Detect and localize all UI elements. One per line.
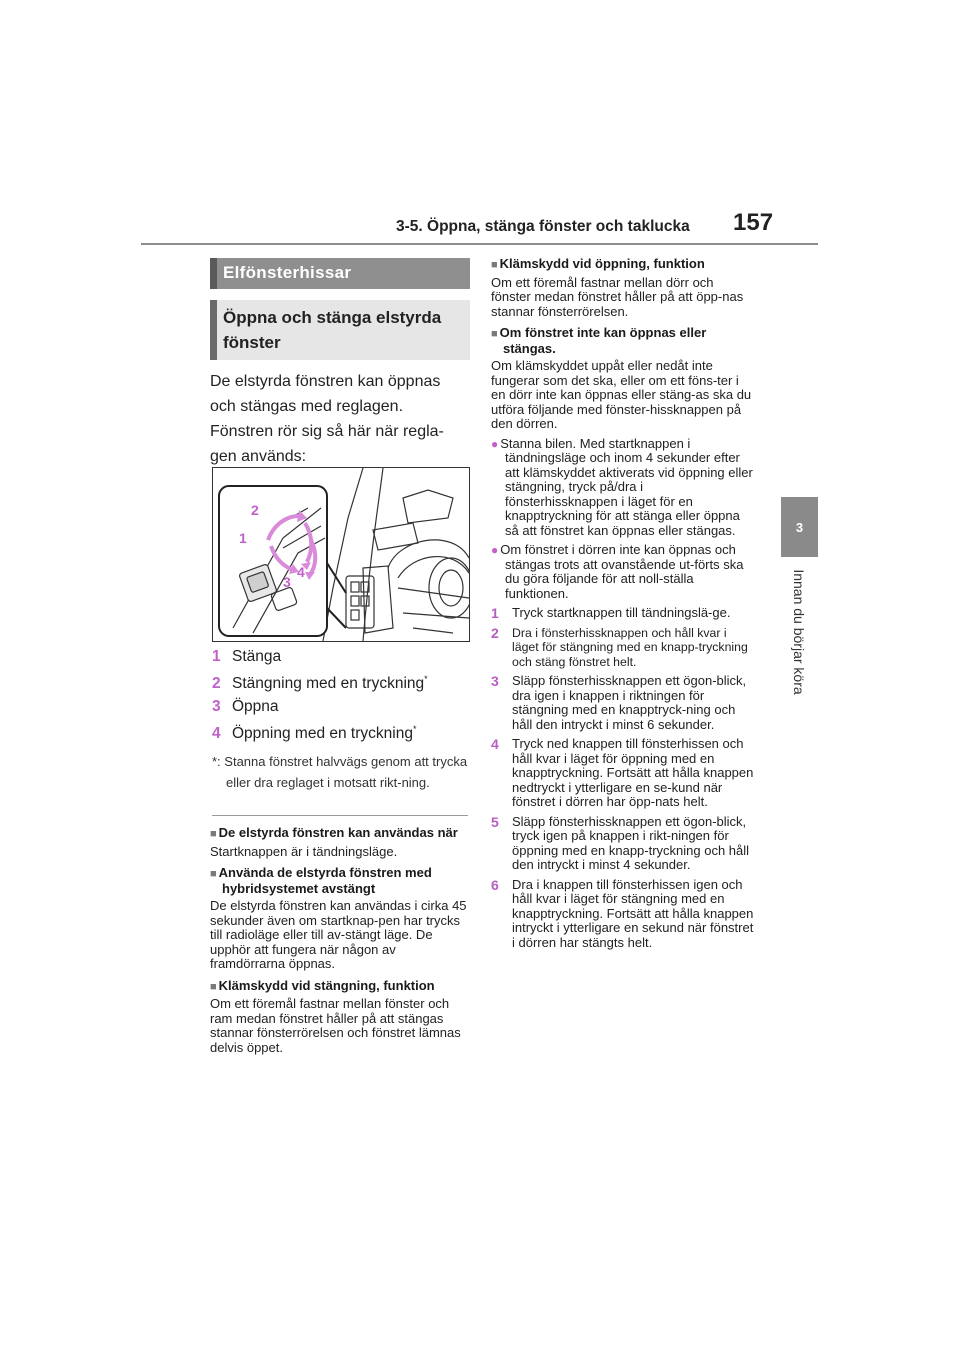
- legend-star: *: [412, 724, 417, 735]
- chapter-tab: [781, 497, 818, 557]
- step-number: 4: [491, 736, 499, 752]
- legend-text: Stänga: [232, 648, 282, 665]
- legend-num: 1: [212, 648, 221, 665]
- header-rule: [141, 243, 818, 245]
- figure-legend: [212, 645, 470, 793]
- title-bar-accent: [210, 258, 217, 289]
- legend-footnote: *: Stanna fönstret halvvägs genom att trycka eller dra reglaget i motsatt rikt-ning.: [212, 754, 468, 791]
- step-number: 6: [491, 876, 499, 893]
- chapter-title: Innan du börjar köra: [791, 569, 807, 695]
- legend-text: Öppna: [232, 698, 279, 716]
- legend-item: [212, 668, 470, 695]
- step-item: [491, 878, 755, 951]
- note-heading: ■ Om fönstret inte kan öppnas eller stängas.: [491, 326, 755, 356]
- section-heading: Elfönsterhissar: [223, 263, 352, 282]
- note-text: Om klämskyddet uppåt eller nedåt inte fungerar som det ska, eller om ett föns-ter i en dörr inte kan öppnas eller stäng-as ska du utföra följande med fönster-hissknappen på den dörren.: [491, 358, 752, 431]
- notes-left: [210, 819, 468, 1055]
- legend-item: [212, 695, 470, 718]
- note-heading: ■ Använda de elstyrda fönstren med hybridsystemet avstängt: [210, 866, 468, 896]
- legend-item: [212, 718, 470, 745]
- note-heading: ■ De elstyrda fönstren kan användas när: [210, 826, 468, 842]
- step-item: [491, 674, 755, 732]
- legend-star: *: [424, 674, 428, 684]
- legend-num: 4: [212, 725, 221, 743]
- chapter-number: 3: [795, 519, 804, 535]
- step-item: [491, 737, 755, 810]
- note-text: De elstyrda fönstren kan användas i cirka 45 sekunder även om startknap-pen har trycks till radioläge eller till av-stängt läge. De upphör att fungera när någon av framdörrarna öppnas.: [210, 898, 467, 971]
- note-text: Om ett föremål fastnar mellan fönster och ram medan fönstret håller på att stängas stannar fönsterrörelsen och fönstret lämnas delvis öppet.: [210, 996, 461, 1055]
- figure-label-1: 1: [239, 530, 247, 546]
- step-item: [491, 606, 755, 621]
- legend-num: 3: [212, 698, 221, 716]
- step-text: Tryck startknappen till tändningslä-ge.: [512, 605, 731, 620]
- illustration-svg: [213, 468, 469, 641]
- note-heading: ■ Klämskydd vid öppning, funktion: [491, 257, 755, 273]
- figure-label-4: 4: [297, 564, 305, 580]
- note-text: Om ett föremål fastnar mellan dörr och fönster medan fönstret håller på att öpp-nas stannar fönsterrörelsen.: [491, 274, 744, 319]
- notes-right: [491, 257, 755, 950]
- legend-text: Öppning med en tryckning: [232, 725, 413, 743]
- legend-num: 2: [212, 675, 221, 693]
- step-text: Släpp fönsterhissknappen ett ögon-blick, tryck igen på knappen i rikt-ningen för öppning med en knapp-tryckning och håll den intryckt i minst 4 sekunder.: [512, 813, 750, 872]
- subsection-box: [210, 300, 470, 360]
- bullet-item: ● Stanna bilen. Med startknappen i tändningsläge och inom 4 sekunder efter att klämskyddet aktiverats vid öppning eller stängning, tryck på/dra i fönsterhissknappen i läget för en knapptryckning för att stänga eller öppna så att fönstret kan öppnas eller stängas.: [491, 437, 755, 539]
- step-number: 3: [491, 673, 499, 689]
- window-switch-illustration: [212, 467, 470, 642]
- step-number: 2: [491, 624, 499, 641]
- left-column: [210, 258, 470, 469]
- legend-item: [212, 645, 470, 668]
- note-text: Startknappen är i tändningsläge.: [210, 843, 398, 859]
- note-heading: ■ Klämskydd vid stängning, funktion: [210, 979, 468, 995]
- figure-label-2: 2: [251, 502, 259, 518]
- step-item: [491, 626, 755, 670]
- legend-text: Stängning med en tryckning: [232, 675, 425, 693]
- separator-line: [212, 815, 468, 816]
- bullet-item: ● Om fönstret i dörren inte kan öppnas och stängas trots att ovanstående ut-förts ska du göra följande för att noll-ställa funktionen.: [491, 543, 755, 601]
- section-title: 3-5. Öppna, stänga fönster och taklucka: [396, 218, 690, 235]
- subsection-heading: Öppna och stänga elstyrda fönster: [223, 308, 442, 352]
- step-text: Dra i fönsterhissknappen och håll kvar i läget för stängning med en knapp-tryckning och stäng fönstret helt.: [512, 625, 748, 669]
- step-text: Släpp fönsterhissknappen ett ögon-blick, dra igen i knappen i riktningen för stängning med en knapptryck-ning och håll den intryckt i minst 6 sekunder.: [512, 673, 747, 732]
- page-number: 157: [733, 209, 774, 236]
- step-number: 1: [491, 605, 499, 621]
- subtitle-accent: [210, 300, 217, 360]
- step-text: Dra i knappen till fönsterhissen igen och håll kvar i läget för stängning med en knapptryckning. Fortsätt att hålla knappen intryckt i ytterligare en sekund när fönstret i dörren har stängts helt.: [512, 876, 754, 950]
- figure-label-3: 3: [283, 574, 291, 590]
- step-text: Tryck ned knappen till fönsterhissen och håll kvar i läget för öppning med en knapptryckning. Fortsätt att hålla knappen nedtryckt i ytterligare en se-kund när fönstret i dörren har öpp-nats helt.: [512, 736, 754, 809]
- intro-text: De elstyrda fönstren kan öppnas och stängas med reglagen. Fönstren rör sig så här när regla-gen används:: [210, 373, 444, 465]
- section-title-bar: [210, 258, 470, 289]
- step-number: 5: [491, 813, 499, 830]
- step-item: [491, 815, 755, 873]
